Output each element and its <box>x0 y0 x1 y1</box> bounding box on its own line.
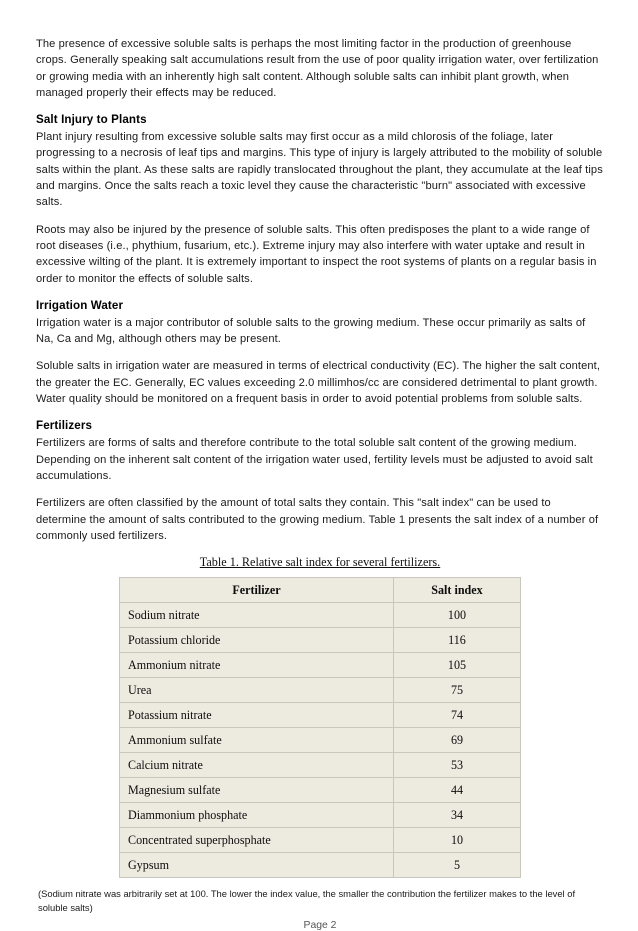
cell-fertilizer-name: Urea <box>120 678 394 703</box>
cell-fertilizer-name: Ammonium nitrate <box>120 653 394 678</box>
cell-fertilizer-name: Diammonium phosphate <box>120 803 394 828</box>
table-caption-text: Table 1. Relative salt index for several fertilizers. <box>199 555 441 570</box>
fertilizers-paragraph-1: Fertilizers are forms of salts and therefore contribute to the total soluble salt content of the growing medium. Depending on the inherent salt content of the irrigation water used, fertility levels must be adjusted to avoid salt accumulations. <box>36 437 593 482</box>
cell-fertilizer-name: Potassium chloride <box>120 628 394 653</box>
table-row <box>120 853 521 878</box>
column-header-fertilizer: Fertilizer <box>120 578 394 603</box>
intro-paragraph: The presence of excessive soluble salts is perhaps the most limiting factor in the production of greenhouse crops. Generally speaking salt accumulations result from the use of poor quality irrigation water, over fertilization or growing media with an inherently high salt content. Although soluble salts can inhibit plant growth, when managed properly their effects may be reduced. <box>36 38 599 99</box>
section-heading-salt-injury: Salt Injury to Plants <box>36 113 147 127</box>
cell-salt-index-value: 116 <box>394 628 521 653</box>
cell-salt-index-value: 100 <box>394 603 521 628</box>
section-heading-irrigation-water: Irrigation Water <box>36 298 124 312</box>
table-row <box>120 603 521 628</box>
cell-fertilizer-name: Ammonium sulfate <box>120 728 394 753</box>
table-row <box>120 653 521 678</box>
table-row <box>120 628 521 653</box>
table-row <box>120 778 521 803</box>
cell-salt-index-value: 34 <box>394 803 521 828</box>
cell-fertilizer-name: Magnesium sulfate <box>120 778 394 803</box>
table-row <box>120 728 521 753</box>
cell-salt-index-value: 44 <box>394 778 521 803</box>
table-footnote: (Sodium nitrate was arbitrarily set at 100. The lower the index value, the smaller the contribution the fertilizer makes to the level of soluble salts) <box>38 888 576 914</box>
cell-fertilizer-name: Potassium nitrate <box>120 703 394 728</box>
cell-fertilizer-name: Gypsum <box>120 853 394 878</box>
table-caption <box>36 555 604 570</box>
cell-fertilizer-name: Sodium nitrate <box>120 603 394 628</box>
cell-salt-index-value: 10 <box>394 828 521 853</box>
table-row <box>120 753 521 778</box>
cell-salt-index-value: 105 <box>394 653 521 678</box>
table-body <box>120 603 521 878</box>
page-number: Page 2 <box>303 920 337 931</box>
cell-salt-index-value: 53 <box>394 753 521 778</box>
cell-fertilizer-name: Calcium nitrate <box>120 753 394 778</box>
section-heading-fertilizers: Fertilizers <box>36 419 93 433</box>
fertilizers-paragraph-2: Fertilizers are often classified by the amount of total salts they contain. This "salt index" can be used to determine the amount of salts contributed to the growing medium. Table 1 presents the salt index of a number of commonly used fertilizers. <box>36 497 599 542</box>
column-header-salt-index: Salt index <box>394 578 521 603</box>
salt-injury-paragraph-1: Plant injury resulting from excessive soluble salts may first occur as a mild chlorosis of the foliage, later progressing to a necrosis of leaf tips and margins. This type of injury is largely attributed to the mobility of soluble salts within the plant. As these salts are rapidly translocated throughout the plant, they accumulate at the leaf tips and margins. Once the salts reach a toxic level they cause the characteristic "burn" associated with excessive salts. <box>36 131 603 209</box>
table-row <box>120 703 521 728</box>
cell-salt-index-value: 5 <box>394 853 521 878</box>
table-row <box>120 678 521 703</box>
table-row <box>120 828 521 853</box>
table-row <box>120 803 521 828</box>
table-header-row <box>120 578 521 603</box>
irrigation-water-paragraph-2: Soluble salts in irrigation water are measured in terms of electrical conductivity (EC). The higher the salt content, the greater the EC. Generally, EC values exceeding 2.0 millimhos/cc are considered detrimental to plant growth. Water quality should be monitored on a frequent basis in order to avoid potential problems from soluble salts. <box>36 360 601 406</box>
cell-salt-index-value: 74 <box>394 703 521 728</box>
irrigation-water-paragraph-1: Irrigation water is a major contributor of soluble salts to the growing medium. These occur primarily as salts of Na, Ca and Mg, although others may be present. <box>36 316 586 346</box>
cell-salt-index-value: 69 <box>394 728 521 753</box>
cell-salt-index-value: 75 <box>394 678 521 703</box>
salt-index-table <box>119 577 521 878</box>
cell-fertilizer-name: Concentrated superphosphate <box>120 828 394 853</box>
table-header <box>120 578 521 603</box>
salt-injury-paragraph-2: Roots may also be injured by the presence of soluble salts. This often predisposes the plant to a wide range of root diseases (i.e., phythium, fusarium, etc.). Extreme injury may also interfere with water uptake and result in excessive wilting of the plant. It is extremely important to inspect the root systems of plants on a regular basis in order to monitor the effects of soluble salts. <box>36 223 597 285</box>
